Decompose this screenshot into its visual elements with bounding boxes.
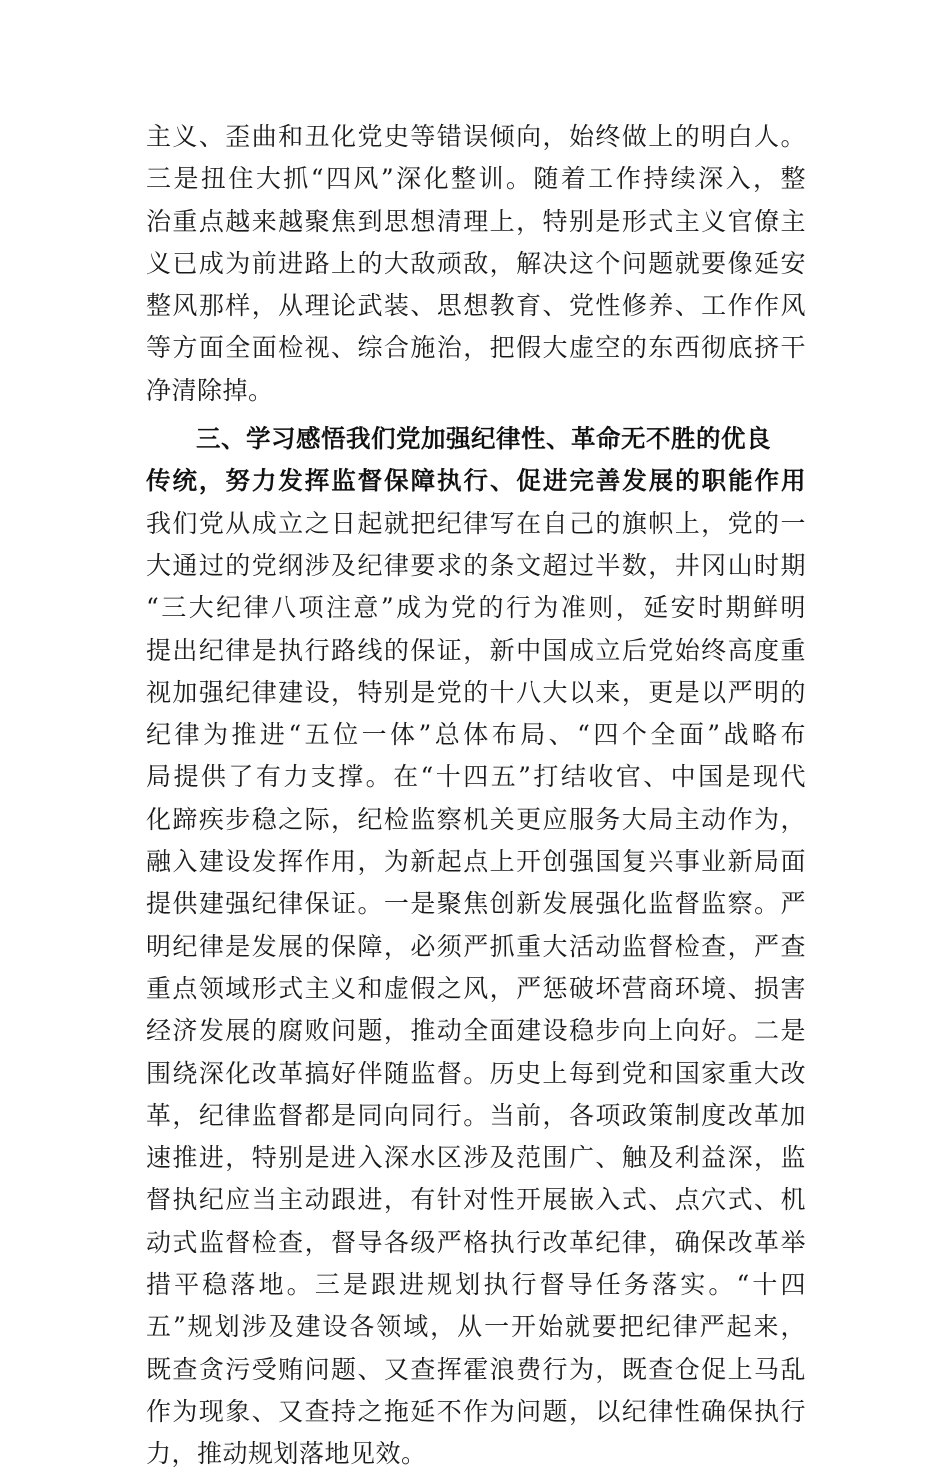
text-line: 力，推动规划落地见效。 [146, 1439, 427, 1469]
heading-line: 传统，努力发挥监督保障执行、促进完善发展的职能作用 [146, 466, 806, 496]
text-line: 局提供了有力支撑。在“十四五”打结收官、中国是现代 [146, 762, 806, 792]
text-line: 围绕深化改革搞好伴随监督。历史上每到党和国家重大改 [146, 1058, 806, 1088]
text-line: 五”规划涉及建设各领域，从一开始就要把纪律严起来， [146, 1312, 806, 1342]
text-line: 纪律为推进“五位一体”总体布局、“四个全面”战略布 [146, 720, 806, 750]
text-line: 净清除掉。 [146, 375, 274, 405]
heading-line: 三、学习感悟我们党加强纪律性、革命无不胜的优良 [196, 424, 771, 454]
text-line: 提供建强纪律保证。一是聚焦创新发展强化监督监察。严 [146, 889, 806, 919]
text-line: 等方面全面检视、综合施治，把假大虚空的东西彻底挤干 [146, 333, 806, 363]
text-line: 动式监督检查，督导各级严格执行改革纪律，确保改革举 [146, 1227, 806, 1257]
text-line: 督执纪应当主动跟进，有针对性开展嵌入式、点穴式、机 [146, 1185, 806, 1215]
text-line: “三大纪律八项注意”成为党的行为准则，延安时期鲜明 [146, 593, 806, 623]
text-line: 明纪律是发展的保障，必须严抓重大活动监督检查，严查 [146, 931, 806, 961]
text-line: 三是扭住大抓“四风”深化整训。随着工作持续深入，整 [146, 164, 806, 194]
text-line: 速推进，特别是进入深水区涉及范围广、触及利益深，监 [146, 1143, 806, 1173]
text-line: 主义、歪曲和丑化党史等错误倾向，始终做上的明白人。 [146, 122, 806, 151]
document-body [146, 116, 806, 1476]
text-line: 化蹄疾步稳之际，纪检监察机关更应服务大局主动作为， [146, 804, 806, 834]
text-line: 经济发展的腐败问题，推动全面建设稳步向上向好。二是 [146, 1016, 806, 1046]
text-line: 重点领域形式主义和虚假之风，严惩破坏营商环境、损害 [146, 973, 806, 1003]
text-line: 既查贪污受贿问题、又查挥霍浪费行为，既查仓促上马乱 [146, 1354, 806, 1384]
paragraph-top [146, 116, 806, 412]
text-line: 我们党从成立之日起就把纪律写在自己的旗帜上，党的一 [146, 508, 806, 538]
text-line: 整风那样，从理论武装、思想教育、党性修养、工作作风 [146, 291, 806, 321]
text-line: 革，纪律监督都是同向同行。当前，各项政策制度改革加 [146, 1100, 806, 1130]
paragraph-main [146, 503, 806, 1476]
text-line: 治重点越来越聚焦到思想清理上，特别是形式主义官僚主 [146, 206, 806, 236]
text-line: 作为现象、又查持之拖延不作为问题，以纪律性确保执行 [146, 1396, 806, 1426]
text-line: 融入建设发挥作用，为新起点上开创强国复兴事业新局面 [146, 847, 806, 877]
text-line: 大通过的党纲涉及纪律要求的条文超过半数，井冈山时期 [146, 550, 806, 580]
section-heading [146, 418, 806, 503]
text-line: 义已成为前进路上的大敌顽敌，解决这个问题就要像延安 [146, 248, 806, 278]
text-line: 视加强纪律建设，特别是党的十八大以来，更是以严明的 [146, 677, 806, 707]
text-line: 提出纪律是执行路线的保证，新中国成立后党始终高度重 [146, 635, 806, 665]
text-line: 措平稳落地。三是跟进规划执行督导任务落实。“十四 [146, 1270, 806, 1300]
